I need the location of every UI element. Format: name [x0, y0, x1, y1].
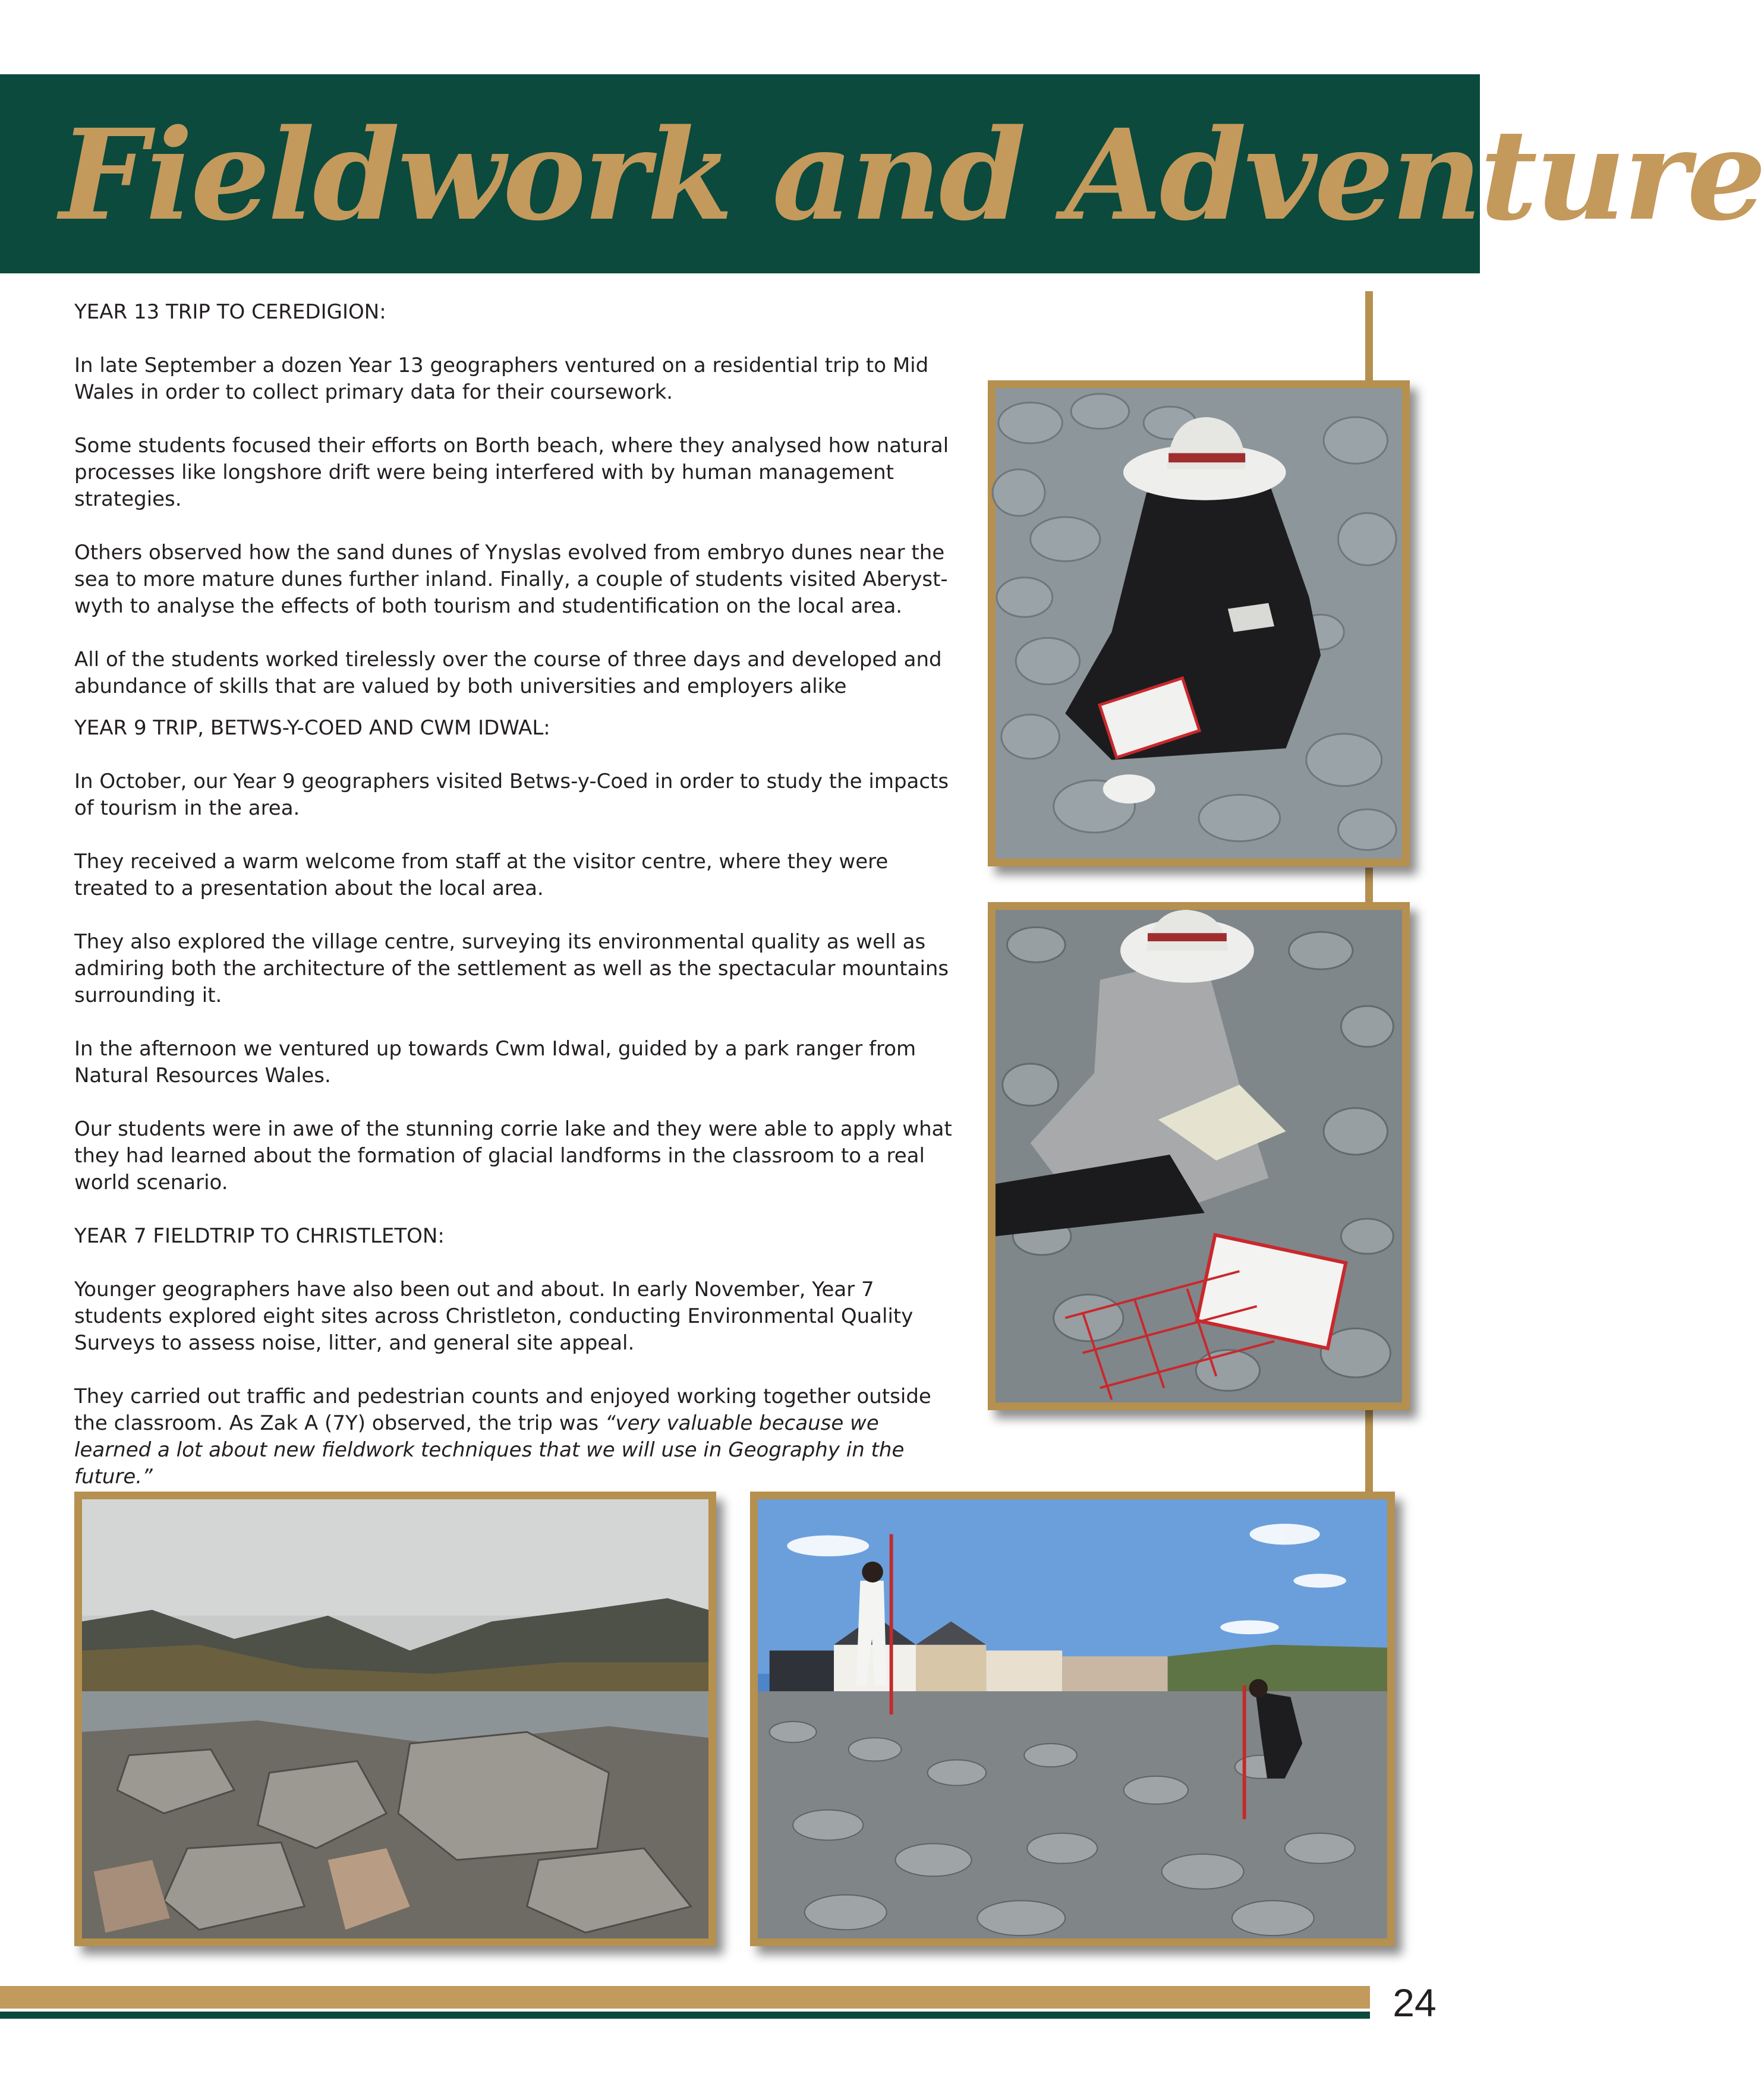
paragraph: In the afternoon we ventured up towards Cwm Idwal, guided by a park ranger from Natural Resources Wales.: [74, 1037, 916, 1087]
footer-green-bar: [0, 2012, 1370, 2019]
paragraph: Others observed how the sand dunes of Ynyslas evolved from embryo dunes near the sea to more mature dunes further inland. Finally, a couple of students visited Aberyst-wyth to analyse the effects of both tourism and studentification on the local area.: [74, 541, 948, 618]
photo-image: [82, 1499, 708, 1938]
section-heading-year7: YEAR 7 FIELDTRIP TO CHRISTLETON:: [74, 1224, 445, 1248]
page-number: 24: [1393, 1981, 1437, 2025]
photo-beach-ranging-poles: [750, 1492, 1395, 1946]
photo-student-measuring-pebbles: [988, 902, 1410, 1410]
article-body: [74, 299, 960, 1517]
paragraph: Younger geographers have also been out and about. In early November, Year 7 students explored eight sites across Christleton, conducting Environmental Quality Surveys to assess noise, litter, and general site appeal.: [74, 1278, 914, 1355]
title-banner: [0, 74, 1764, 273]
paragraph-with-quote: [74, 1383, 960, 1490]
section-heading-year13: YEAR 13 TRIP TO CEREDIGION:: [74, 300, 386, 324]
footer-gold-bar: [0, 1986, 1370, 2009]
paragraph: In October, our Year 9 geographers visited Betws-y-Coed in order to study the impacts of tourism in the area.: [74, 770, 949, 820]
paragraph: They also explored the village centre, surveying its environmental quality as well as admiring both the architecture of the settlement as well as the spectacular mountains surrounding it.: [74, 930, 949, 1007]
decorative-rule-middle: [1365, 868, 1373, 903]
section-heading-year9: YEAR 9 TRIP, BETWS-Y-COED AND CWM IDWAL:: [74, 716, 550, 740]
photo-image: [758, 1499, 1387, 1938]
decorative-rule-bottom: [1365, 1405, 1373, 1495]
photo-image: [996, 388, 1402, 859]
student-quote: “very valuable because we learned a lot about new fieldwork techniques that we will use in Geography in the future.”: [74, 1411, 905, 1489]
photo-student-on-pebbles: [988, 380, 1410, 866]
paragraph: They received a warm welcome from staff at the visitor centre, where they were treated to a presentation about the local area.: [74, 850, 889, 900]
paragraph: Some students focused their efforts on Borth beach, where they analysed how natural processes like longshore drift were being interfered with by human management strategies.: [74, 434, 949, 511]
paragraph: In late September a dozen Year 13 geographers ventured on a residential trip to Mid Wales in order to collect primary data for their coursework.: [74, 354, 929, 404]
decorative-rule-top: [1365, 291, 1373, 380]
paragraph-text: They carried out traffic and pedestrian counts and enjoyed working together outside the classroom. As Zak A (7Y) observed, the trip was: [74, 1385, 931, 1435]
photo-cwm-idwal-lake: [74, 1492, 716, 1946]
paragraph: Our students were in awe of the stunning corrie lake and they were able to apply what they had learned about the formation of glacial landforms in the classroom to a real world scenario.: [74, 1117, 952, 1194]
photo-image: [996, 910, 1402, 1402]
paragraph: All of the students worked tirelessly over the course of three days and developed and abundance of skills that are valued by both universities and employers alike: [74, 648, 942, 698]
page-title: Fieldwork and Adventure: [59, 102, 1764, 248]
